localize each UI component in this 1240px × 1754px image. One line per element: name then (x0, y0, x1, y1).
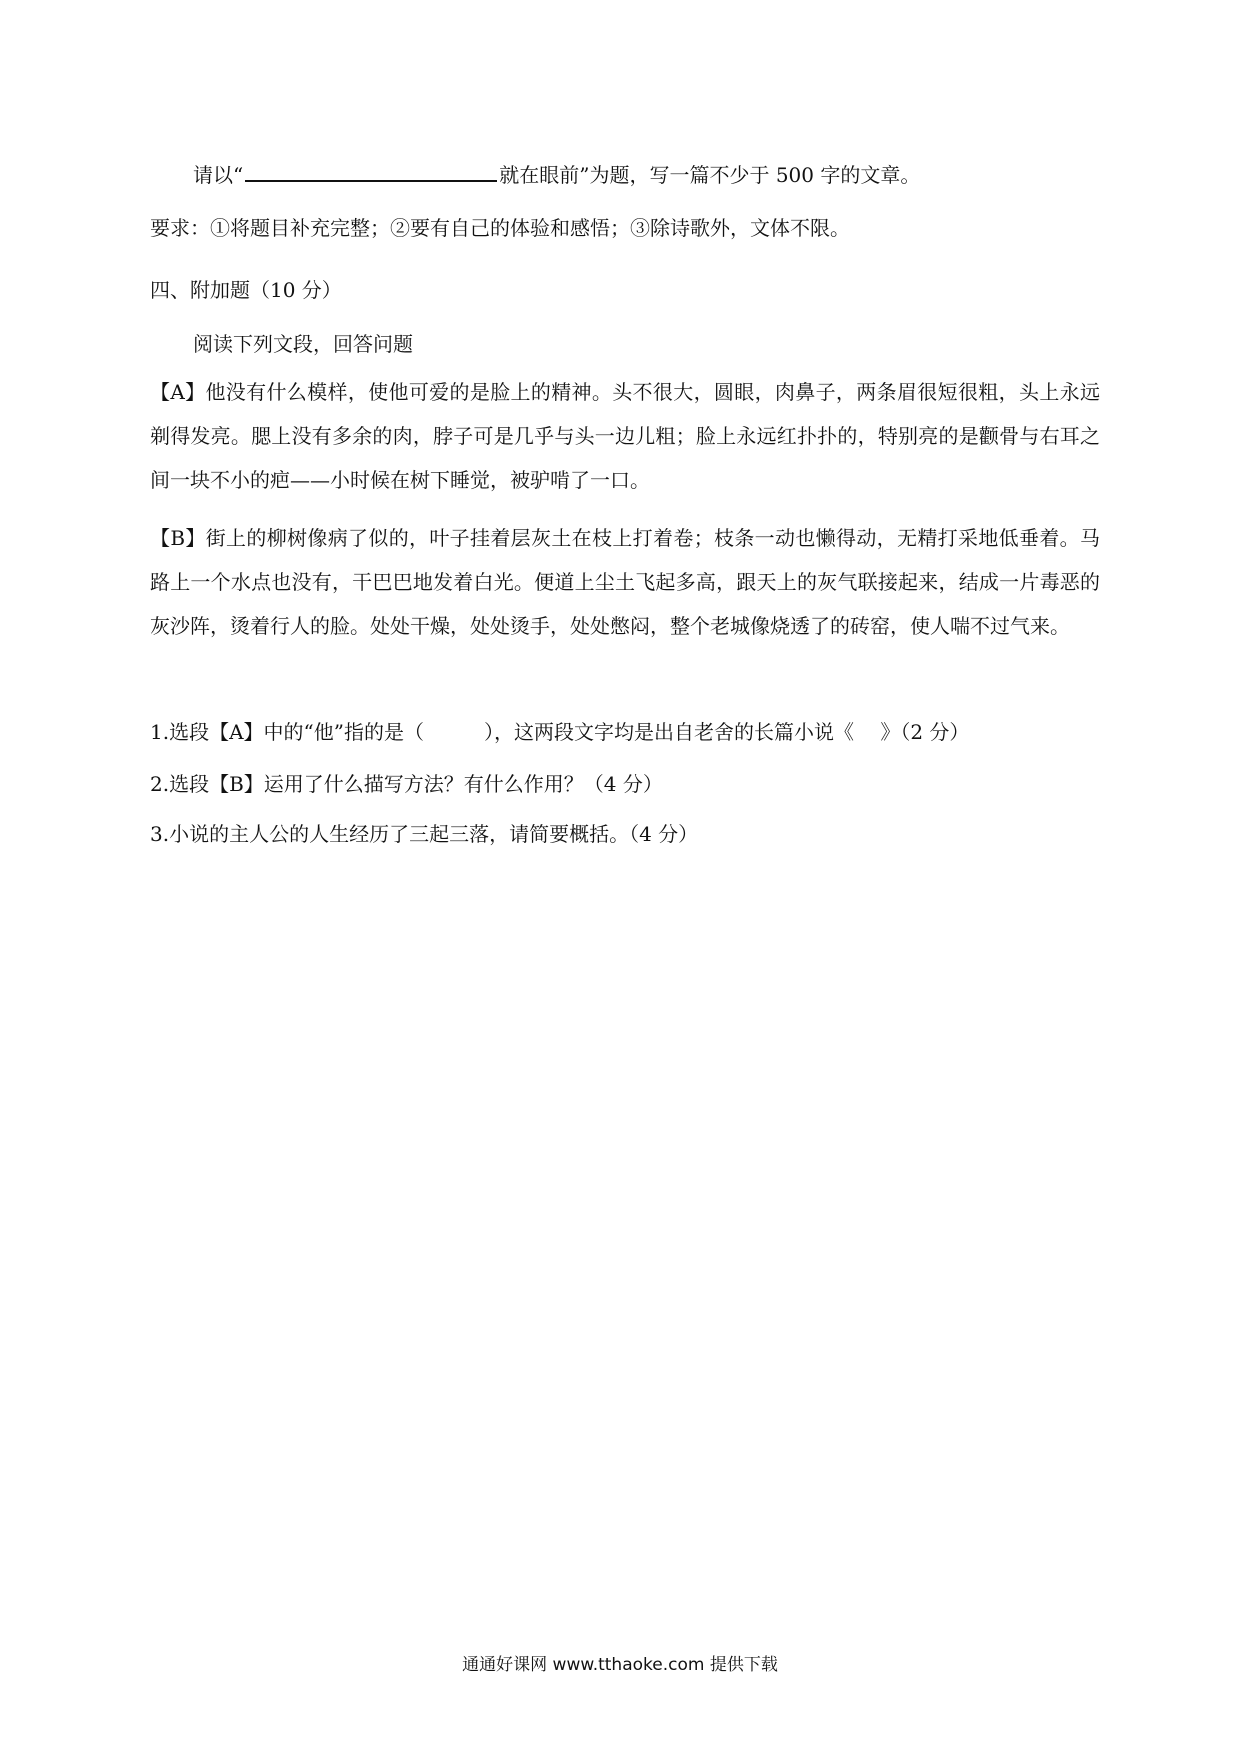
footer-text: 通通好课网 www.tthaoke.com 提供下载 (462, 1655, 778, 1675)
question-1: 1.选段【A】中的“他”指的是（ ），这两段文字均是出自老舍的长篇小说《 》（2 分） (150, 720, 970, 744)
title-blank-line (245, 160, 497, 182)
question-2: 2.选段【B】运用了什么描写方法？有什么作用？（4 分） (150, 772, 663, 796)
section-heading: 四、附加题（10 分） (150, 278, 342, 302)
essay-prompt-suffix: 就在眼前”为题，写一篇不少于 500 字的文章。 (499, 163, 921, 187)
passage-b: 【B】街上的柳树像病了似的，叶子挂着层灰土在枝上打着卷；枝条一动也懒得动，无精打采地低垂着。马路上一个水点也没有，干巴巴地发着白光。便道上尘土飞起多高，跟天上的灰气联接起来，结成一片毒恶的灰沙阵，烫着行人的脸。处处干燥，处处烫手，处处憋闷，整个老城像烧透了的砖窑，使人喘不过气来。 (150, 526, 1100, 638)
reading-instruction: 阅读下列文段，回答问题 (193, 332, 413, 356)
passage-a: 【A】他没有什么模样，使他可爱的是脸上的精神。头不很大，圆眼，肉鼻子，两条眉很短很粗，头上永远剃得发亮。腮上没有多余的肉，脖子可是几乎与头一边儿粗；脸上永远红扑扑的，特别亮的是颧骨与右耳之间一块不小的疤——小时候在树下睡觉，被驴啃了一口。 (150, 380, 1100, 492)
essay-prompt (193, 160, 1143, 189)
essay-requirements: 要求：①将题目补充完整；②要有自己的体验和感悟；③除诗歌外，文体不限。 (150, 216, 850, 240)
question-3: 3.小说的主人公的人生经历了三起三落，请简要概括。（4 分） (150, 822, 699, 846)
essay-prompt-prefix: 请以“ (193, 163, 244, 187)
